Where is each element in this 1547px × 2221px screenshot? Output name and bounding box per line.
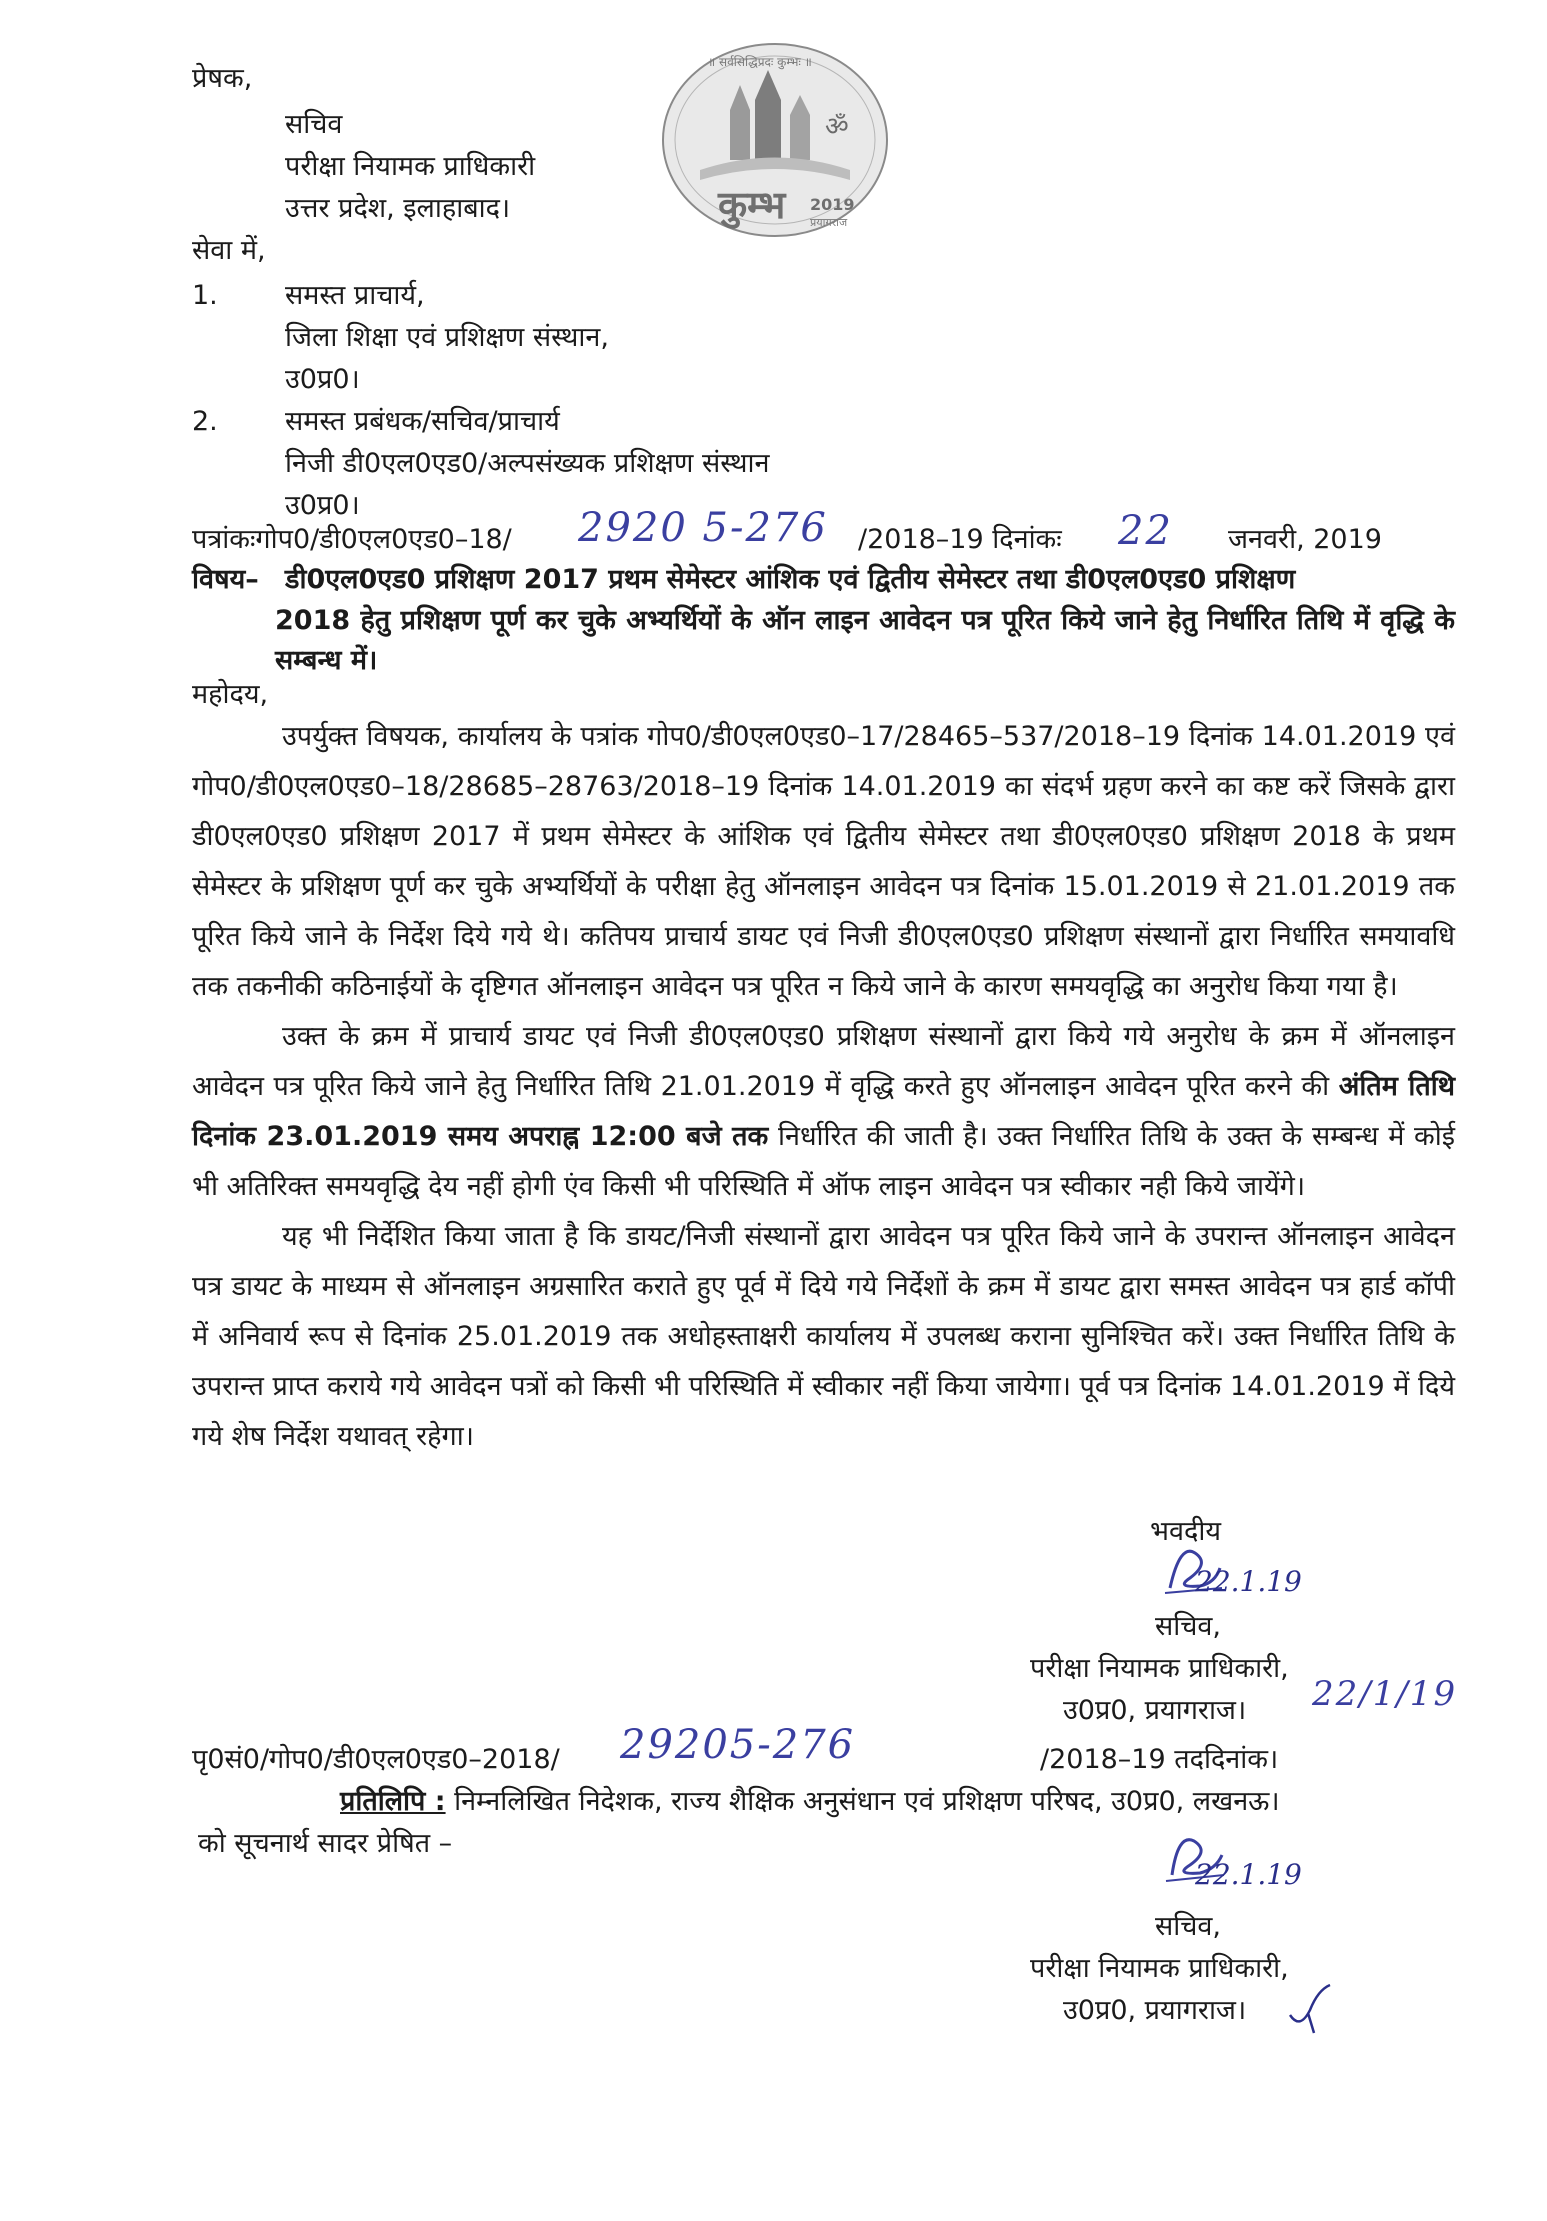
body-paragraph-2 <box>192 1012 1455 1212</box>
subject-label: विषय– <box>192 564 259 595</box>
reference-prefix: पत्रांकःगोप0/डी0एल0एड0–18/ <box>192 524 512 555</box>
svg-text:कुम्भ: कुम्भ <box>718 183 786 227</box>
endorsement-office: परीक्षा नियामक प्राधिकारी, <box>1030 1953 1289 1984</box>
sender-location: उत्तर प्रदेश, इलाहाबाद। <box>285 193 511 224</box>
kumbh-logo-emblem <box>660 40 890 240</box>
closing-office: परीक्षा नियामक प्राधिकारी, <box>1030 1653 1289 1684</box>
copy-label: प्रतिलिपि : <box>340 1786 446 1817</box>
body-paragraph-1: उपर्युक्त विषयक, कार्यालय के पत्रांक गोप0/डी0एल0एड0–17/28465–537/2018–19 दिनांक 14.01.2019 एवं गोप0/डी0एल0एड0–18/28685–28763/2018–19 दिनांक 14.01.2019 का संदर्भ ग्रहण करने का कष्ट करें जिसके द्वारा डी0एल0एड0 प्रशिक्षण 2017 में प्रथम सेमेस्टर के आंशिक एवं द्वितीय सेमेस्टर तथा डी0एल0एड0 प्रशिक्षण 2018 के प्रथम सेमेस्टर के प्रशिक्षण पूर्ण कर चुके अभ्यर्थियों के परीक्षा हेतु ऑनलाइन आवेदन पत्र दिनांक 15.01.2019 से 21.01.2019 तक पूरित किये जाने के निर्देश दिये गये थे। कतिपय प्राचार्य डायट एवं निजी डी0एल0एड0 प्रशिक्षण संस्थानों द्वारा निर्धारित समयावधि तक तकनीकी कठिनाईयों के दृष्टिगत ऑनलाइन आवेदन पत्र पूरित न किये जाने के कारण समयवृद्धि का अनुरोध किया गया है। <box>192 721 1455 1002</box>
closing-location: उ0प्र0, प्रयागराज। <box>1063 1695 1247 1726</box>
endorsement-title: सचिव, <box>1155 1911 1221 1942</box>
reference-handwritten-number: 2920 5-276 <box>578 505 828 551</box>
reference-handwritten-day: 22 <box>1118 508 1173 554</box>
svg-text:॥ सर्वसिद्धिप्रदः कुम्भः ॥: ॥ सर्वसिद्धिप्रदः कुम्भः ॥ <box>708 55 812 69</box>
subject-line-1: डी0एल0एड0 प्रशिक्षण 2017 प्रथम सेमेस्टर आंशिक एवं द्वितीय सेमेस्टर तथा डी0एल0एड0 प्रशिक्षण <box>285 564 1296 595</box>
body-paragraph-3: यह भी निर्देशित किया जाता है कि डायट/निजी संस्थानों द्वारा आवेदन पत्र पूरित किये जाने के उपरान्त ऑनलाइन आवेदन पत्र डायट के माध्यम से ऑनलाइन अग्रसारित कराते हुए पूर्व में दिये गये निर्देशों के क्रम में डायट द्वारा समस्त आवेदन पत्र हार्ड कॉपी में अनिवार्य रूप से दिनांक 25.01.2019 तक अधोहस्ताक्षरी कार्यालय में उपलब्ध कराना सुनिश्चित करें। उक्त निर्धारित तिथि के उपरान्त प्राप्त कराये गये आवेदन पत्रों को किसी भी परिस्थिति में स्वीकार नहीं किया जायेगा। पूर्व पत्र दिनांक 14.01.2019 में दिये गये शेष निर्देश यथावत् रहेगा। <box>192 1221 1455 1452</box>
recipient-2-line3: उ0प्र0। <box>285 490 360 521</box>
initial-mark <box>1280 1975 1340 2035</box>
closing-title: सचिव, <box>1155 1611 1221 1642</box>
letter-body <box>192 712 1455 1462</box>
signature-date: 22.1.19 <box>1195 1565 1302 1598</box>
recipient-2-line2: निजी डी0एल0एड0/अल्पसंख्यक प्रशिक्षण संस्थान <box>285 448 770 479</box>
salutation: महोदय, <box>192 679 269 710</box>
recipient-2-line1: समस्त प्रबंधक/सचिव/प्राचार्य <box>285 406 560 437</box>
recipient-1-line2: जिला शिक्षा एवं प्रशिक्षण संस्थान, <box>285 322 609 353</box>
copy-text: निम्नलिखित निदेशक, राज्य शैक्षिक अनुसंधान एवं प्रशिक्षण परिषद, उ0प्र0, लखनऊ। <box>454 1786 1280 1817</box>
closing-yours: भवदीय <box>1150 1516 1221 1547</box>
endorsement-location: उ0प्र0, प्रयागराज। <box>1063 1995 1247 2026</box>
body-paragraph-2-start: उक्त के क्रम में प्राचार्य डायट एवं निजी डी0एल0एड0 प्रशिक्षण संस्थानों द्वारा किये गये अनुरोध के क्रम में ऑनलाइन आवेदन पत्र पूरित किये जाने हेतु निर्धारित तिथि 21.01.2019 में वृद्धि करते हुए ऑनलाइन आवेदन पूरित करने की <box>192 1021 1455 1102</box>
copy-to-line <box>340 1785 1280 1819</box>
endorsement-handwritten-number: 29205-276 <box>620 1722 856 1768</box>
svg-text:ॐ: ॐ <box>825 112 849 142</box>
sender-title: सचिव <box>285 109 343 140</box>
svg-text:प्रयागराज: प्रयागराज <box>810 216 848 229</box>
copy-text-continuation: को सूचनार्थ सादर प्रेषित – <box>198 1828 453 1859</box>
recipient-2-number: 2. <box>192 406 218 437</box>
svg-text:2019: 2019 <box>810 195 855 214</box>
signature-2-date: 22.1.19 <box>1195 1858 1302 1891</box>
endorsement-prefix: पृ0सं0/गोप0/डी0एल0एड0–2018/ <box>192 1744 560 1775</box>
recipient-1-line3: उ0प्र0। <box>285 364 360 395</box>
recipient-1-line1: समस्त प्राचार्य, <box>285 280 425 311</box>
sender-label: प्रेषक, <box>192 63 253 94</box>
recipient-1-number: 1. <box>192 280 218 311</box>
closing-initial-date: 22/1/19 <box>1312 1674 1458 1714</box>
endorsement-suffix: /2018–19 तददिनांक। <box>1040 1744 1279 1775</box>
sender-office: परीक्षा नियामक प्राधिकारी <box>285 151 536 182</box>
deadline-highlight: अंतिम तिथि दिनांक 23.01.2019 समय अपराह्न 12:00 बजे तक <box>192 1071 1455 1152</box>
reference-year-date-label: /2018–19 दिनांकः <box>858 524 1062 555</box>
recipients-label: सेवा में, <box>192 235 266 266</box>
reference-month-year: जनवरी, 2019 <box>1228 524 1382 555</box>
subject-continuation: 2018 हेतु प्रशिक्षण पूर्ण कर चुके अभ्यर्थियों के ऑन लाइन आवेदन पत्र पूरित किये जाने हेतु निर्धारित तिथि में वृद्धि के सम्बन्ध में। <box>275 605 1455 676</box>
body-paragraph-2-end: निर्धारित की जाती है। उक्त निर्धारित तिथि के उक्त के सम्बन्ध में कोई भी अतिरिक्त समयवृद्धि देय नहीं होगी एंव किसी भी परिस्थिति में ऑफ लाइन आवेदन पत्र स्वीकार नही किये जायेंगे। <box>192 1121 1456 1202</box>
